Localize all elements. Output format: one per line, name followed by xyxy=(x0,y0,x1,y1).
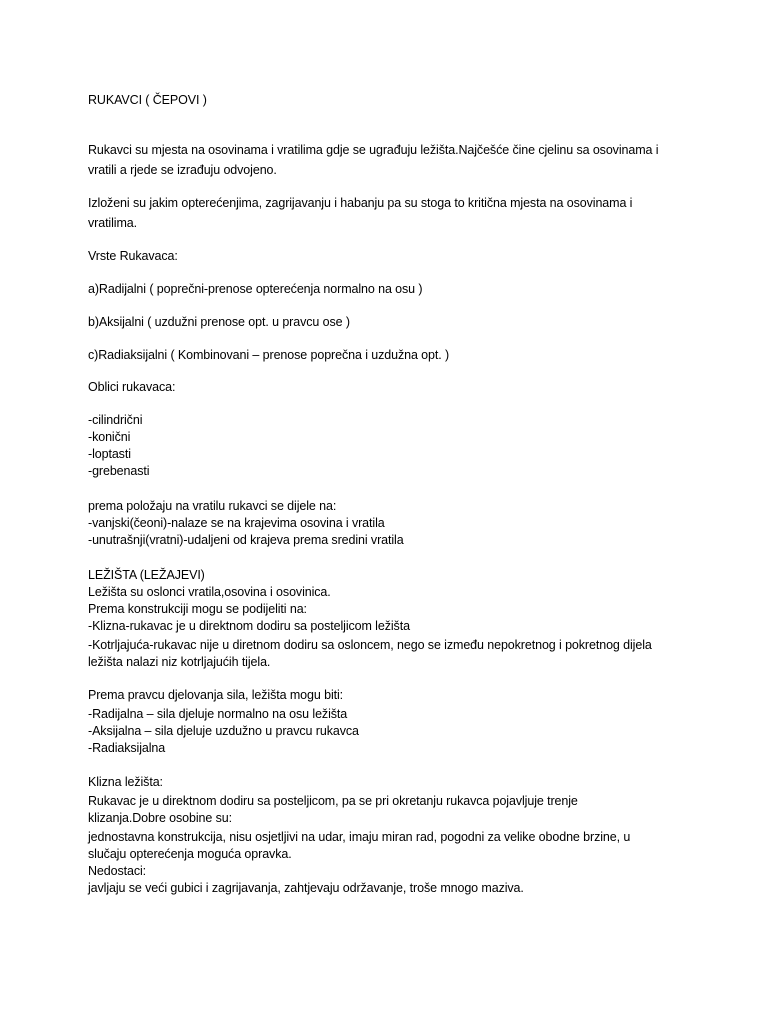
bearings-line: -Klizna-rukavac je u direktnom dodiru sa posteljicom ležišta xyxy=(88,619,410,633)
shape-item: -loptasti xyxy=(88,447,131,461)
type-axial: b)Aksijalni ( uzdužni prenose opt. u pravcu ose ) xyxy=(88,315,350,329)
sliding-line: klizanja.Dobre osobine su: xyxy=(88,811,233,825)
sliding-line: Rukavac je u direktnom dodiru sa posteljicom, pa se pri okretanju rukavca pojavljuje trenje xyxy=(88,794,578,808)
sliding-line: javljaju se veći gubici i zagrijavanja, zahtjevaju održavanje, troše mnogo maziva. xyxy=(88,881,524,895)
position-item: -unutrašnji(vratni)-udaljeni od krajeva prema sredini vratila xyxy=(88,533,404,547)
bearings-heading: LEŽIŠTA (LEŽAJEVI) xyxy=(88,568,205,582)
type-radiaxial: c)Radiaksijalni ( Kombinovani – prenose poprečna i uzdužna opt. ) xyxy=(88,348,450,362)
force-item: -Radiaksijalna xyxy=(88,741,166,755)
types-heading: Vrste Rukavaca: xyxy=(88,249,178,263)
shapes-heading: Oblici rukavaca: xyxy=(88,380,176,394)
intro-line-2: vratili a rjede se izrađuju odvojeno. xyxy=(88,163,277,177)
force-item: -Radijalna – sila djeluje normalno na osu ležišta xyxy=(88,707,348,721)
sliding-heading: Klizna ležišta: xyxy=(88,775,163,789)
sliding-line: slučaju opterećenja moguća opravka. xyxy=(88,847,292,861)
shape-item: -konični xyxy=(88,430,131,444)
force-item: -Aksijalna – sila djeluje uzdužno u pravcu rukavca xyxy=(88,724,359,738)
type-radial: a)Radijalni ( poprečni-prenose opterećenja normalno na osu ) xyxy=(88,282,423,296)
position-item: -vanjski(čeoni)-nalaze se na krajevima osovina i vratila xyxy=(88,516,385,530)
bearings-line: Ležišta su oslonci vratila,osovina i osovinica. xyxy=(88,585,331,599)
shape-item: -cilindrični xyxy=(88,413,143,427)
position-heading: prema položaju na vratilu rukavci se dijele na: xyxy=(88,499,337,513)
intro-line-1: Rukavci su mjesta na osovinama i vratilima gdje se ugrađuju ležišta.Najčešće čine cjelinu sa osovinama i xyxy=(88,143,659,157)
bearings-line: -Kotrljajuća-rukavac nije u diretnom dodiru sa osloncem, nego se između nepokretnog i pokretnog dijela xyxy=(88,638,652,652)
document-title: RUKAVCI ( ČEPOVI ) xyxy=(88,93,207,107)
sliding-line: Nedostaci: xyxy=(88,864,147,878)
loads-line-1: Izloženi su jakim opterećenjima, zagrijavanju i habanju pa su stoga to kritična mjesta na osovinama i xyxy=(88,196,633,210)
shape-item: -grebenasti xyxy=(88,464,150,478)
loads-line-2: vratilima. xyxy=(88,216,138,230)
sliding-line: jednostavna konstrukcija, nisu osjetljivi na udar, imaju miran rad, pogodni za velike obodne brzine, u xyxy=(88,830,631,844)
bearings-line: Prema konstrukciji mogu se podijeliti na: xyxy=(88,602,307,616)
bearings-line: ležišta nalazi niz kotrljajućih tijela. xyxy=(88,655,271,669)
force-heading: Prema pravcu djelovanja sila, ležišta mogu biti: xyxy=(88,688,344,702)
